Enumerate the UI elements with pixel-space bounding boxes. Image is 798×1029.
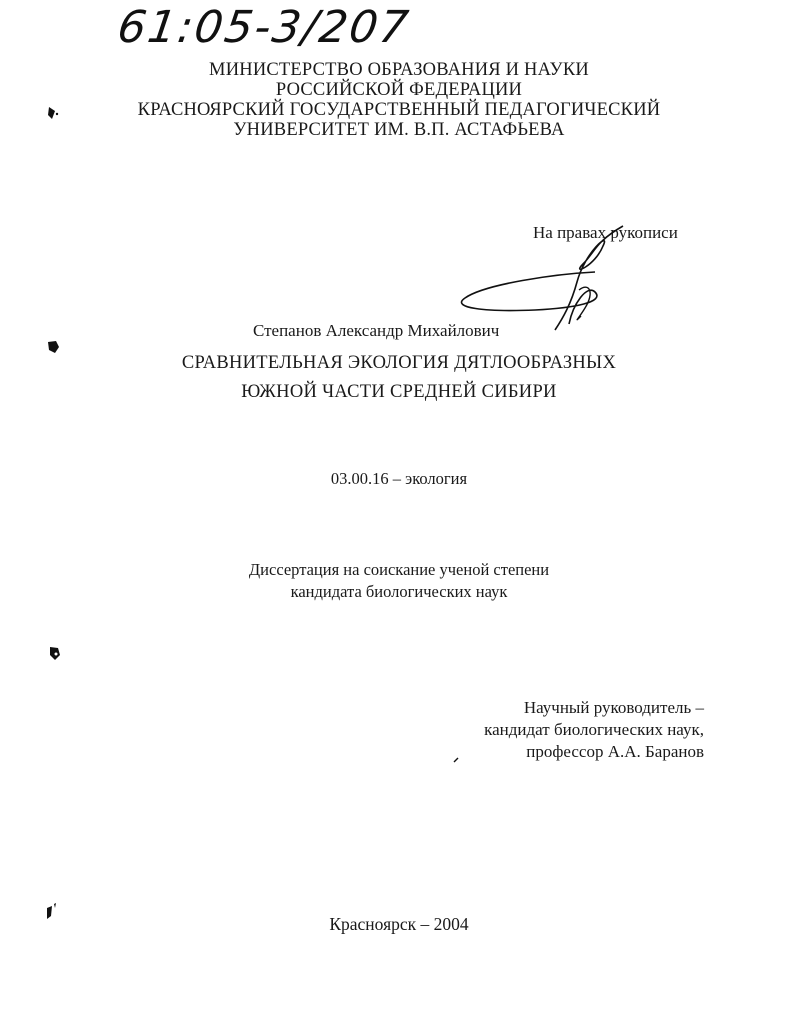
archive-number: 61:05-3/207 <box>114 2 414 53</box>
scan-mark-icon <box>46 105 60 121</box>
title-line: ЮЖНОЙ ЧАСТИ СРЕДНЕЙ СИБИРИ <box>241 382 557 402</box>
specialty-code: 03.00.16 – экология <box>330 469 468 488</box>
header-line: РОССИЙСКОЙ ФЕДЕРАЦИИ <box>275 80 523 100</box>
author-name: Степанов Александр Михайлович <box>253 321 500 340</box>
dissertation-title <box>0 349 798 407</box>
scan-mark-icon <box>44 902 60 922</box>
header-line: МИНИСТЕРСТВО ОБРАЗОВАНИЯ И НАУКИ <box>209 60 589 80</box>
scan-mark-icon <box>46 339 62 355</box>
supervisor-line: профессор А.А. Баранов <box>526 742 704 761</box>
degree-line: Диссертация на соискание ученой степени <box>248 560 550 579</box>
signature-icon <box>445 212 625 337</box>
scan-mark-icon <box>452 756 460 764</box>
header-line: КРАСНОЯРСКИЙ ГОСУДАРСТВЕННЫЙ ПЕДАГОГИЧЕСКИЙ <box>137 100 661 120</box>
supervisor-line: Научный руководитель – <box>523 698 704 717</box>
supervisor-block <box>484 697 704 763</box>
header-line: УНИВЕРСИТЕТ ИМ. В.П. АСТАФЬЕВА <box>233 120 565 140</box>
supervisor-line: кандидат биологических наук, <box>484 720 704 739</box>
scan-mark-icon <box>47 645 63 661</box>
degree-statement <box>0 559 798 603</box>
degree-line: кандидата биологических наук <box>290 582 508 601</box>
title-line: СРАВНИТЕЛЬНАЯ ЭКОЛОГИЯ ДЯТЛООБРАЗНЫХ <box>181 353 617 373</box>
manuscript-rights: На правах рукописи <box>533 223 678 242</box>
ministry-header <box>0 60 798 140</box>
city-year: Красноярск – 2004 <box>329 914 469 934</box>
